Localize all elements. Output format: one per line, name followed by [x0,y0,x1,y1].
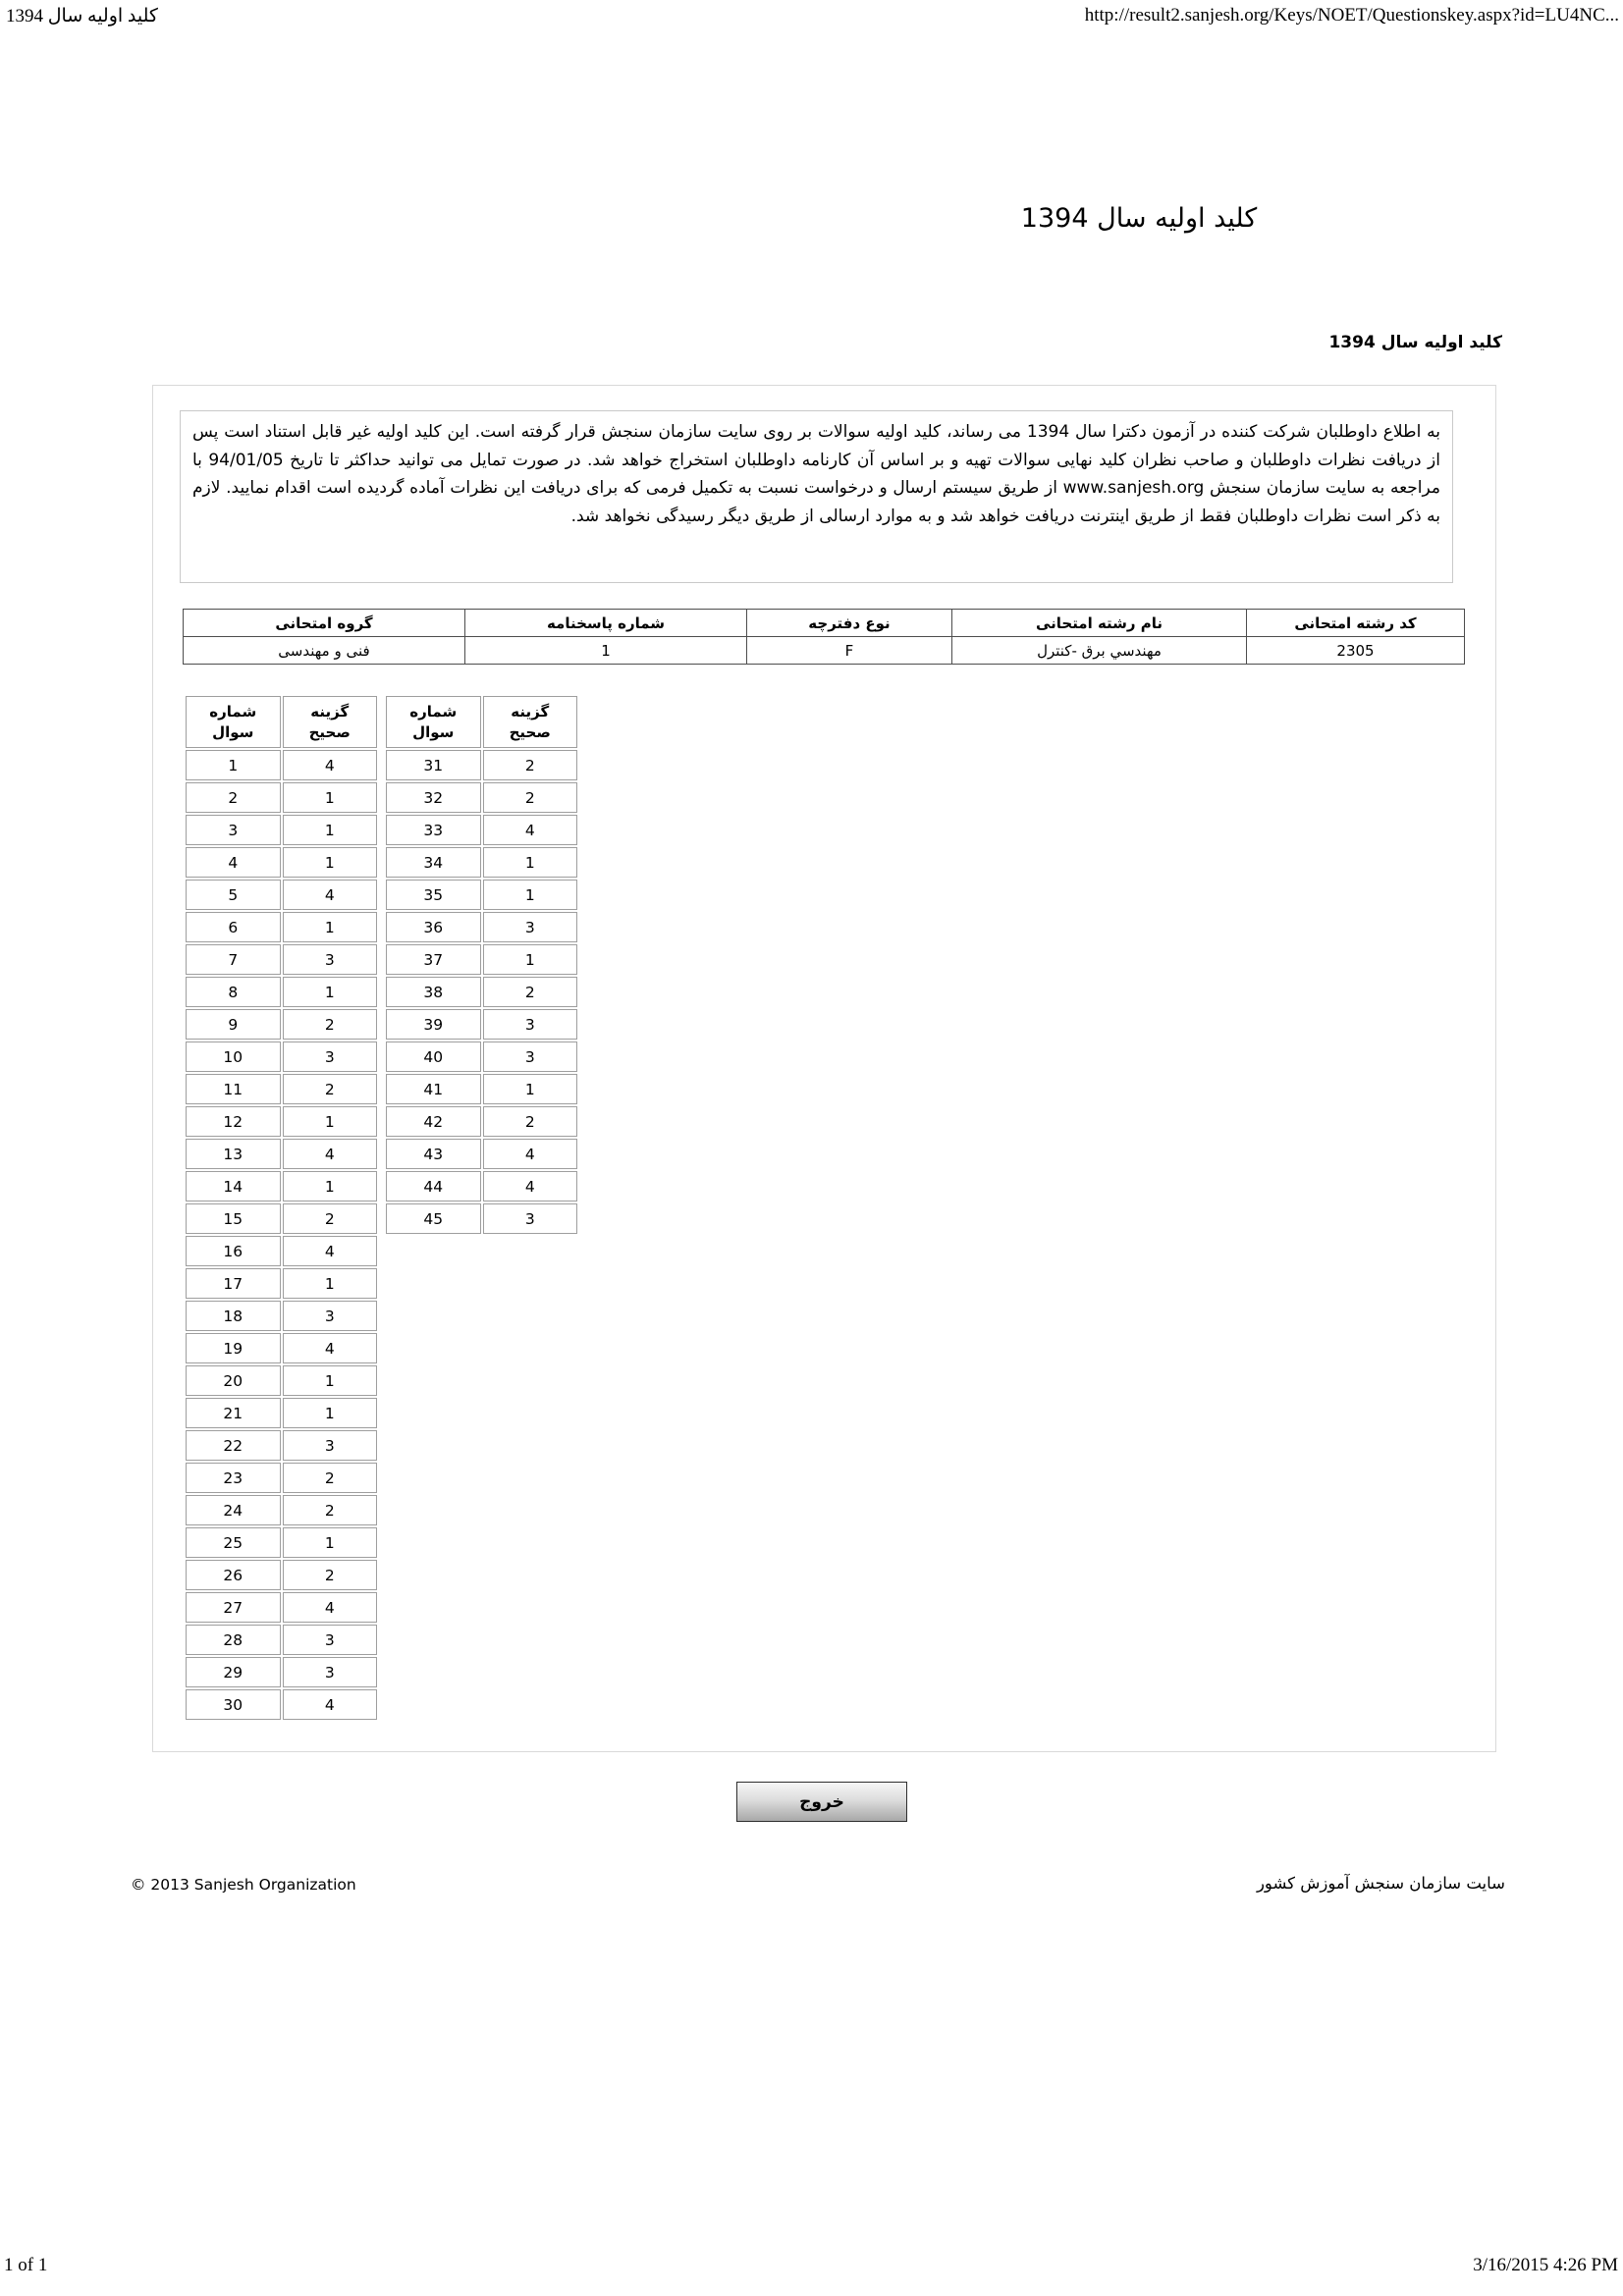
correct-option-cell: 1 [283,1171,378,1201]
answer-row [186,1560,377,1590]
answer-header-row [186,696,377,748]
answer-row [186,1171,377,1201]
answer-row [386,880,577,910]
exam-info-table [183,609,1465,665]
question-number-cell: 33 [386,815,481,845]
question-number-cell: 19 [186,1333,281,1363]
question-header-line2: سوال [212,722,254,741]
header-exam-group: گروه امتحانی [184,610,465,637]
page-title: کلید اولیه سال 1394 [1020,203,1258,234]
question-number-cell: 22 [186,1430,281,1461]
answer-row [386,815,577,845]
question-number-cell: 23 [186,1463,281,1493]
answer-row [186,1527,377,1558]
correct-option-cell: 3 [483,1041,578,1072]
question-number-cell: 34 [386,847,481,878]
question-number-cell: 13 [186,1139,281,1169]
correct-option-cell: 1 [283,1106,378,1137]
question-number-cell: 29 [186,1657,281,1687]
copyright-text: © 2013 Sanjesh Organization [131,1876,356,1894]
correct-option-cell: 2 [283,1560,378,1590]
correct-option-cell: 3 [283,944,378,975]
correct-option-cell: 3 [283,1625,378,1655]
answer-row [186,1074,377,1104]
question-number-cell: 12 [186,1106,281,1137]
answer-row [186,912,377,942]
answer-row [186,750,377,780]
question-number-cell: 31 [386,750,481,780]
correct-option-cell: 4 [283,1592,378,1623]
question-number-cell: 35 [386,880,481,910]
correct-option-cell: 1 [483,944,578,975]
header-answersheet-number: شماره پاسخنامه [465,610,747,637]
exam-info-value-row [184,637,1465,665]
answer-header-line1: گزینه [511,702,550,721]
header-field-name: نام رشته امتحانی [952,610,1247,637]
correct-option-cell: 1 [283,782,378,813]
answer-row [186,1657,377,1687]
question-number-cell: 39 [386,1009,481,1040]
question-number-cell: 38 [386,977,481,1007]
value-field-name: مهندسي برق -کنترل [952,637,1247,665]
correct-option-cell: 2 [483,750,578,780]
answer-row [186,1333,377,1363]
question-number-cell: 44 [386,1171,481,1201]
answer-row [186,1689,377,1720]
answer-table-1-header [186,696,377,748]
correct-option-cell: 4 [483,815,578,845]
question-number-header [186,696,281,748]
answer-row [386,782,577,813]
question-number-cell: 25 [186,1527,281,1558]
content-panel [152,385,1496,1752]
value-answersheet-number: 1 [465,637,747,665]
answer-row [386,1171,577,1201]
print-header-url: http://result2.sanjesh.org/Keys/NOET/Questionskey.aspx?id=LU4NC... [1084,5,1619,26]
question-number-cell: 28 [186,1625,281,1655]
correct-option-cell: 2 [283,1495,378,1525]
question-number-cell: 21 [186,1398,281,1428]
answer-row [186,1236,377,1266]
question-header-line1: شماره [209,702,257,721]
correct-option-cell: 1 [283,1527,378,1558]
correct-option-cell: 1 [283,847,378,878]
answer-row [386,977,577,1007]
answer-row [186,782,377,813]
answer-row [186,1041,377,1072]
question-number-cell: 6 [186,912,281,942]
correct-option-cell: 3 [483,1009,578,1040]
question-header-line1: شماره [409,702,458,721]
answer-row [386,750,577,780]
value-field-code: 2305 [1247,637,1465,665]
answer-row [186,1625,377,1655]
exit-button[interactable]: خروج [736,1782,907,1822]
question-number-cell: 3 [186,815,281,845]
correct-option-cell: 1 [283,1398,378,1428]
question-number-cell: 8 [186,977,281,1007]
question-number-cell: 1 [186,750,281,780]
answer-row [186,944,377,975]
answer-table-1-body [186,750,377,1720]
question-number-cell: 27 [186,1592,281,1623]
answer-table-2-header [386,696,577,748]
question-number-cell: 41 [386,1074,481,1104]
question-number-cell: 4 [186,847,281,878]
question-number-cell: 26 [186,1560,281,1590]
question-number-cell: 16 [186,1236,281,1266]
question-number-cell: 5 [186,880,281,910]
answer-row [386,1041,577,1072]
question-number-cell: 30 [186,1689,281,1720]
question-number-cell: 42 [386,1106,481,1137]
correct-option-header [283,696,378,748]
header-booklet-type: نوع دفترچه [747,610,952,637]
correct-option-cell: 2 [283,1203,378,1234]
answer-row [186,880,377,910]
answer-table-2-body [386,750,577,1234]
print-header-title: کلید اولیه سال 1394 [6,6,158,27]
notice-text: به اطلاع داوطلبان شرکت کننده در آزمون دکترا سال 1394 می رساند، کلید اولیه سوالات بر روی سایت سازمان سنجش قرار گرفته است. این کلید اولیه غیر قابل استناد است پس از دریافت نظرات داوطلبان و صاحب نظران کلید نهایی سوالات تهیه و بر اساس آن کارنامه داوطلبان استخراج خواهد شد. در صورت تمایل می توانید حداکثر تا تاریخ 94/01/05 با مراجعه به سایت سازمان سنجش www.sanjesh.org از طریق سیستم ارسال و درخواست نسبت به تکمیل فرمی که برای دریافت این نظرات آماده گردیده است اقدام نمایید. لازم به ذکر است نظرات داوطلبان فقط از طریق اینترنت دریافت خواهد شد و به موارد ارسالی از طریق دیگر رسیدگی نخواهد شد. [180,410,1453,583]
print-footer-page-number: 1 of 1 [4,2255,48,2275]
answer-header-line1: گزینه [310,702,350,721]
answer-row [386,944,577,975]
correct-option-cell: 2 [283,1463,378,1493]
question-number-cell: 14 [186,1171,281,1201]
correct-option-cell: 4 [283,750,378,780]
question-header-line2: سوال [412,722,455,741]
question-number-cell: 11 [186,1074,281,1104]
question-number-cell: 2 [186,782,281,813]
answer-row [186,1495,377,1525]
question-number-cell: 10 [186,1041,281,1072]
question-number-header [386,696,481,748]
correct-option-cell: 3 [283,1041,378,1072]
answer-row [186,1009,377,1040]
question-number-cell: 24 [186,1495,281,1525]
correct-option-cell: 1 [283,815,378,845]
correct-option-header [483,696,578,748]
correct-option-cell: 2 [483,782,578,813]
correct-option-cell: 1 [283,977,378,1007]
answer-header-line2: صحیح [509,722,551,741]
exam-info-header-row [184,610,1465,637]
question-number-cell: 18 [186,1301,281,1331]
answer-row [186,1139,377,1169]
correct-option-cell: 4 [283,1333,378,1363]
answer-row [186,1398,377,1428]
answer-row [186,1203,377,1234]
correct-option-cell: 1 [483,880,578,910]
correct-option-cell: 4 [283,1689,378,1720]
value-exam-group: فنی و مهندسی [184,637,465,665]
correct-option-cell: 1 [483,847,578,878]
question-number-cell: 36 [386,912,481,942]
answer-row [186,1592,377,1623]
question-number-cell: 45 [386,1203,481,1234]
answer-row [386,1203,577,1234]
correct-option-cell: 2 [283,1074,378,1104]
print-footer-datetime: 3/16/2015 4:26 PM [1473,2255,1618,2275]
correct-option-cell: 1 [283,1268,378,1299]
answer-table-1 [184,694,379,1722]
answer-row [186,1463,377,1493]
site-name-text: سایت سازمان سنجش آموزش کشور [1256,1874,1505,1893]
correct-option-cell: 4 [283,880,378,910]
correct-option-cell: 2 [483,977,578,1007]
answer-row [186,977,377,1007]
answer-row [386,1106,577,1137]
question-number-cell: 40 [386,1041,481,1072]
question-number-cell: 43 [386,1139,481,1169]
correct-option-cell: 4 [483,1171,578,1201]
answer-row [386,1139,577,1169]
correct-option-cell: 1 [283,912,378,942]
question-number-cell: 32 [386,782,481,813]
answer-header-row [386,696,577,748]
question-number-cell: 15 [186,1203,281,1234]
correct-option-cell: 4 [283,1139,378,1169]
correct-option-cell: 2 [483,1106,578,1137]
correct-option-cell: 3 [283,1657,378,1687]
answer-row [186,1268,377,1299]
answer-row [386,912,577,942]
answer-row [186,815,377,845]
section-heading: کلید اولیه سال 1394 [1328,333,1502,352]
correct-option-cell: 4 [483,1139,578,1169]
answer-row [386,1009,577,1040]
answer-header-line2: صحیح [308,722,351,741]
correct-option-cell: 4 [283,1236,378,1266]
answer-row [186,1301,377,1331]
header-field-code: کد رشته امتحانی [1247,610,1465,637]
answer-row [186,847,377,878]
correct-option-cell: 1 [483,1074,578,1104]
correct-option-cell: 1 [283,1365,378,1396]
correct-option-cell: 3 [283,1430,378,1461]
answer-row [186,1430,377,1461]
question-number-cell: 7 [186,944,281,975]
question-number-cell: 20 [186,1365,281,1396]
correct-option-cell: 3 [483,1203,578,1234]
correct-option-cell: 2 [283,1009,378,1040]
answer-row [186,1106,377,1137]
answer-row [386,847,577,878]
answer-row [186,1365,377,1396]
value-booklet-type: F [747,637,952,665]
question-number-cell: 37 [386,944,481,975]
answer-table-2 [384,694,579,1236]
correct-option-cell: 3 [483,912,578,942]
correct-option-cell: 3 [283,1301,378,1331]
answer-row [386,1074,577,1104]
question-number-cell: 17 [186,1268,281,1299]
question-number-cell: 9 [186,1009,281,1040]
